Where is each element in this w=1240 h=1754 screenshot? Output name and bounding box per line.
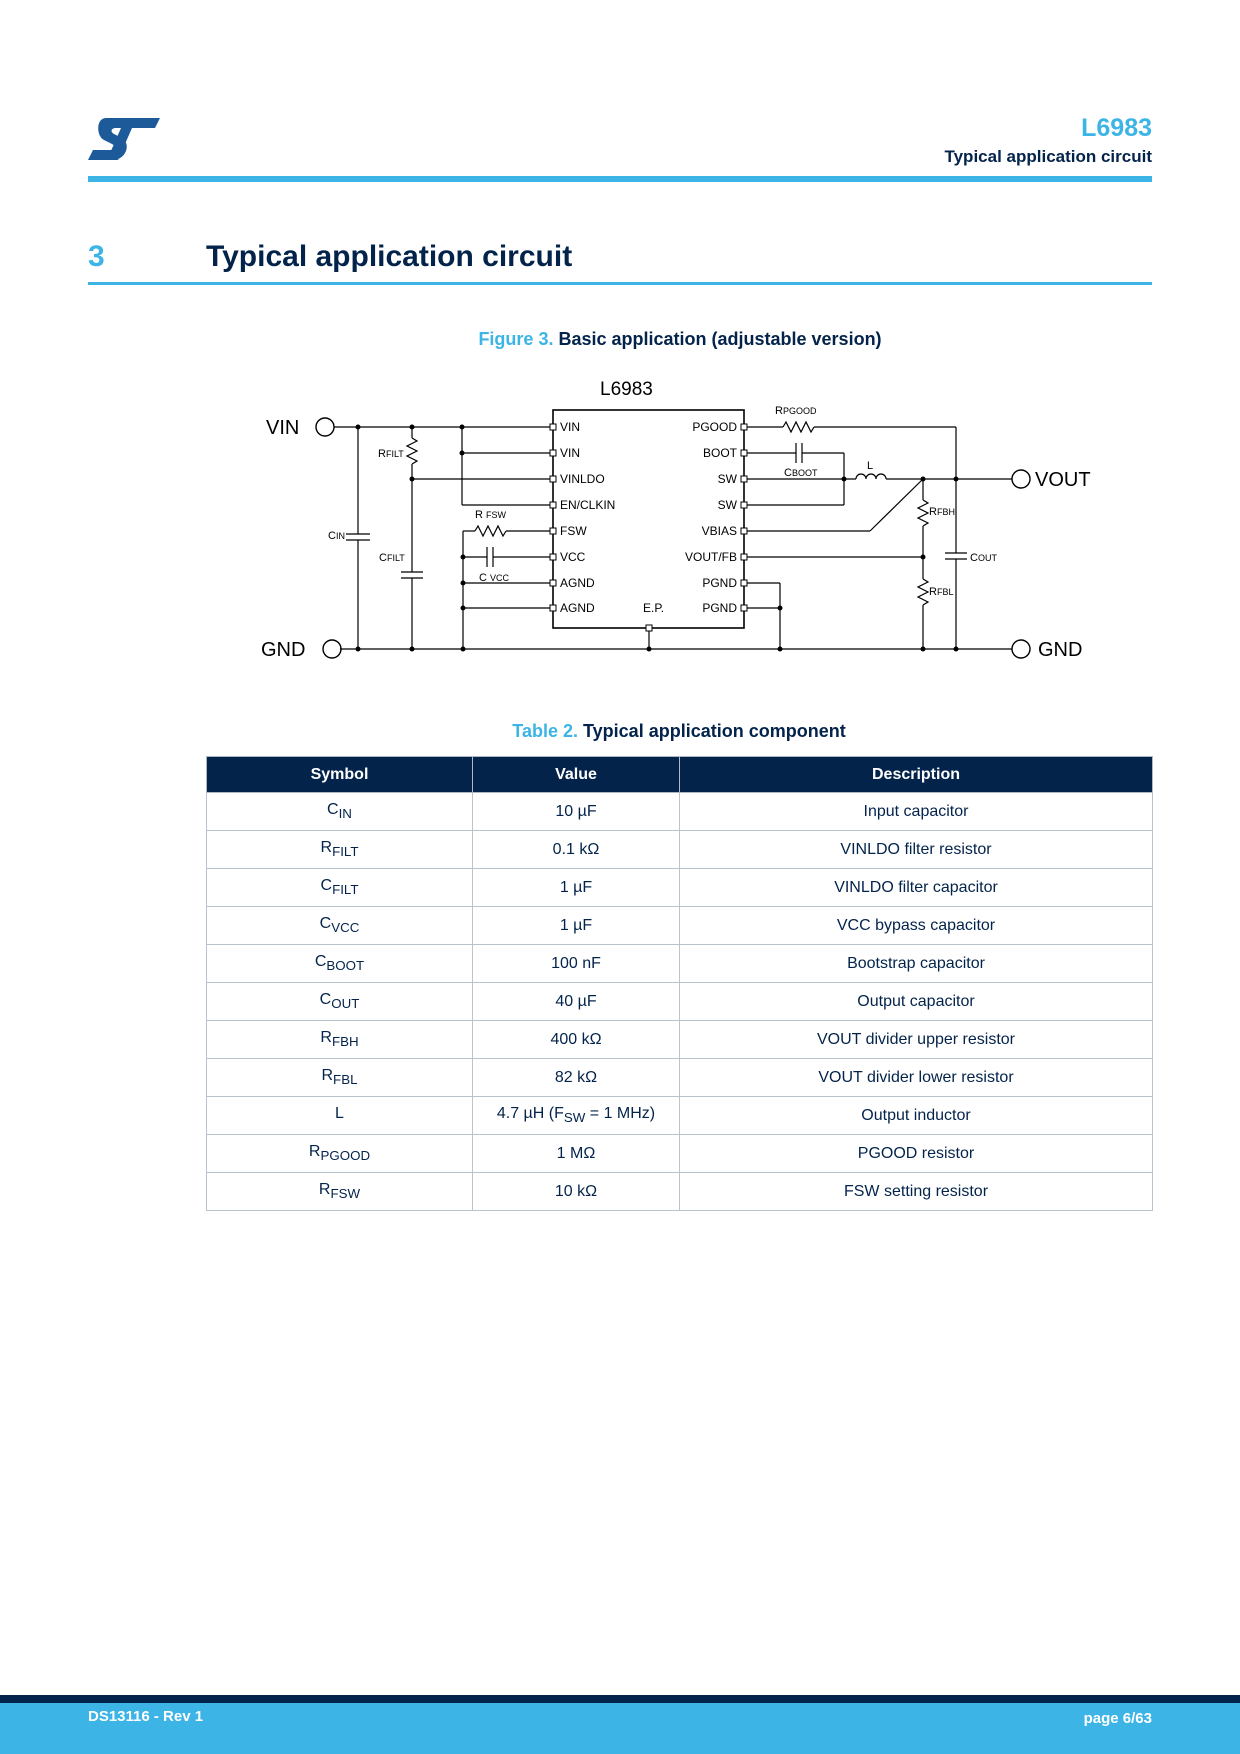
cfilt-label: CFILT <box>379 552 405 564</box>
cell-value <box>473 983 680 1021</box>
pin-right-3: SW <box>717 472 737 486</box>
rfilt-label: RFILT <box>378 448 404 460</box>
cell-symbol <box>207 1059 473 1097</box>
table-row <box>207 945 1153 983</box>
cell-value <box>473 1173 680 1211</box>
value-text: 1 MΩ <box>556 1144 596 1162</box>
cell-description: VOUT divider lower resistor <box>680 1059 1153 1097</box>
ic-body <box>553 410 744 628</box>
cell-value <box>473 907 680 945</box>
ep-label: E.P. <box>643 601 665 615</box>
figure-label: Figure 3. <box>478 329 554 349</box>
value-tail: = 1 MHz) <box>585 1105 656 1123</box>
table-row <box>207 1173 1153 1211</box>
vout-terminal <box>1012 470 1030 488</box>
cell-symbol <box>207 1021 473 1059</box>
symbol-main: R <box>320 839 333 857</box>
cell-value <box>473 831 680 869</box>
cell-value <box>473 869 680 907</box>
cell-description: VOUT divider upper resistor <box>680 1021 1153 1059</box>
col-header-value: Value <box>473 757 680 793</box>
cell-symbol <box>207 869 473 907</box>
footer-page-number: page 6/63 <box>1083 1710 1152 1727</box>
application-circuit <box>250 370 1110 670</box>
pin-left-3: VINLDO <box>560 472 605 486</box>
symbol-subscript: VCC <box>331 920 360 936</box>
rpgood-label: RPGOOD <box>775 405 817 417</box>
table-row <box>207 907 1153 945</box>
symbol-subscript: FILT <box>332 882 359 898</box>
symbol-main: R <box>321 1067 334 1085</box>
cell-description: VINLDO filter resistor <box>680 831 1153 869</box>
vout-label: VOUT <box>1035 469 1091 491</box>
header-product: L6983 <box>1081 114 1152 142</box>
symbol-main: L <box>335 1105 344 1123</box>
value-text: 10 µF <box>555 802 597 820</box>
component-table <box>206 756 1153 1211</box>
pin-left-2: VIN <box>560 446 581 460</box>
col-header-description: Description <box>680 757 1153 793</box>
symbol-subscript: FSW <box>330 1186 361 1202</box>
cin-label: CIN <box>328 530 345 542</box>
cell-value <box>473 793 680 831</box>
table-row <box>207 1135 1153 1173</box>
pin-right-6: VOUT/FB <box>684 550 737 564</box>
cell-symbol <box>207 1097 473 1135</box>
table-body <box>207 793 1153 1211</box>
symbol-main: C <box>320 877 333 895</box>
cell-value <box>473 1059 680 1097</box>
table-row <box>207 983 1153 1021</box>
pin-right-5: VBIAS <box>701 524 737 538</box>
cell-description: FSW setting resistor <box>680 1173 1153 1211</box>
header-section: Typical application circuit <box>944 147 1152 166</box>
rfbl-label: RFBL <box>929 586 954 598</box>
symbol-subscript: OUT <box>331 996 360 1012</box>
symbol-subscript: FBL <box>333 1072 358 1088</box>
symbol-subscript: BOOT <box>326 958 365 974</box>
pin-left-1: VIN <box>560 420 581 434</box>
symbol-main: R <box>320 1029 332 1047</box>
symbol-main: C <box>319 915 332 933</box>
vin-label: VIN <box>266 417 300 439</box>
cell-description: Output capacitor <box>680 983 1153 1021</box>
symbol-subscript: FILT <box>332 844 359 860</box>
pin-left-7: AGND <box>560 576 595 590</box>
cell-value <box>473 1021 680 1059</box>
pin-right-2: BOOT <box>702 446 737 460</box>
footer-dark-band <box>0 1695 1240 1703</box>
footer-doc-id: DS13116 - Rev 1 <box>88 1708 204 1725</box>
cell-value <box>473 945 680 983</box>
cell-symbol <box>207 1173 473 1211</box>
pin-right-4: SW <box>717 498 737 512</box>
value-text: 0.1 kΩ <box>552 840 600 858</box>
inductor-label: L <box>867 460 874 472</box>
cout-label: COUT <box>970 552 997 564</box>
pin-right-7: PGND <box>702 576 737 590</box>
rfbh-label: RFBH <box>929 506 955 518</box>
cell-value <box>473 1097 680 1135</box>
col-header-symbol: Symbol <box>207 757 473 793</box>
ic-name: L6983 <box>600 379 653 400</box>
cell-symbol <box>207 1135 473 1173</box>
gnd-right-terminal <box>1012 640 1030 658</box>
gnd-left-terminal <box>323 640 341 658</box>
pin-left-8: AGND <box>560 601 595 615</box>
value-text: 1 µF <box>559 916 593 934</box>
pin-left-4: EN/CLKIN <box>560 498 616 512</box>
value-text: 100 nF <box>551 954 601 972</box>
header-rule <box>88 176 1152 182</box>
value-subscript: SW <box>563 1110 586 1126</box>
table-row <box>207 793 1153 831</box>
table-header-row <box>207 757 1153 793</box>
table-row <box>207 1059 1153 1097</box>
symbol-subscript: FBH <box>331 1034 359 1050</box>
cell-symbol <box>207 907 473 945</box>
symbol-main: R <box>308 1143 321 1161</box>
vin-terminal <box>316 418 334 436</box>
value-text: 40 µF <box>555 992 597 1010</box>
table-row <box>207 1097 1153 1135</box>
cell-symbol <box>207 793 473 831</box>
cell-description: PGOOD resistor <box>680 1135 1153 1173</box>
value-text: 82 kΩ <box>554 1068 598 1086</box>
value-text: 1 µF <box>559 878 593 896</box>
symbol-main: C <box>327 801 339 819</box>
table-title: Typical application component <box>583 721 846 741</box>
symbol-subscript: IN <box>338 806 352 822</box>
cell-description: VINLDO filter capacitor <box>680 869 1153 907</box>
pin-left-6: VCC <box>560 550 586 564</box>
value-text: 10 kΩ <box>554 1182 598 1200</box>
cell-description: Bootstrap capacitor <box>680 945 1153 983</box>
section-number: 3 <box>88 240 105 273</box>
value-text: 400 kΩ <box>550 1030 602 1048</box>
figure-title: Basic application (adjustable version) <box>558 329 882 349</box>
figure-caption <box>0 329 1240 350</box>
gnd-right-label: GND <box>1038 639 1083 661</box>
rfsw-label: R FSW <box>475 509 506 521</box>
gnd-left-label: GND <box>261 639 306 661</box>
table-label: Table 2. <box>512 721 578 741</box>
cell-description: VCC bypass capacitor <box>680 907 1153 945</box>
symbol-main: R <box>318 1181 331 1199</box>
section-rule <box>88 282 1152 285</box>
pin-right-8: PGND <box>702 601 737 615</box>
value-text: 4.7 µH (F <box>496 1105 564 1123</box>
table-caption <box>206 721 1152 742</box>
cell-symbol <box>207 945 473 983</box>
cell-description: Input capacitor <box>680 793 1153 831</box>
st-logo <box>88 118 160 160</box>
table-row <box>207 1021 1153 1059</box>
cell-symbol <box>207 831 473 869</box>
symbol-main: C <box>314 953 327 971</box>
symbol-subscript: PGOOD <box>320 1148 371 1164</box>
cvcc-label: C VCC <box>479 572 509 584</box>
symbol-main: C <box>319 991 332 1009</box>
table-row <box>207 869 1153 907</box>
cboot-label: CBOOT <box>784 467 818 479</box>
cell-description: Output inductor <box>680 1097 1153 1135</box>
cell-symbol <box>207 983 473 1021</box>
table-row <box>207 831 1153 869</box>
pin-right-1: PGOOD <box>692 420 737 434</box>
section-title: Typical application circuit <box>206 240 573 273</box>
cell-value <box>473 1135 680 1173</box>
pin-left-5: FSW <box>560 524 587 538</box>
